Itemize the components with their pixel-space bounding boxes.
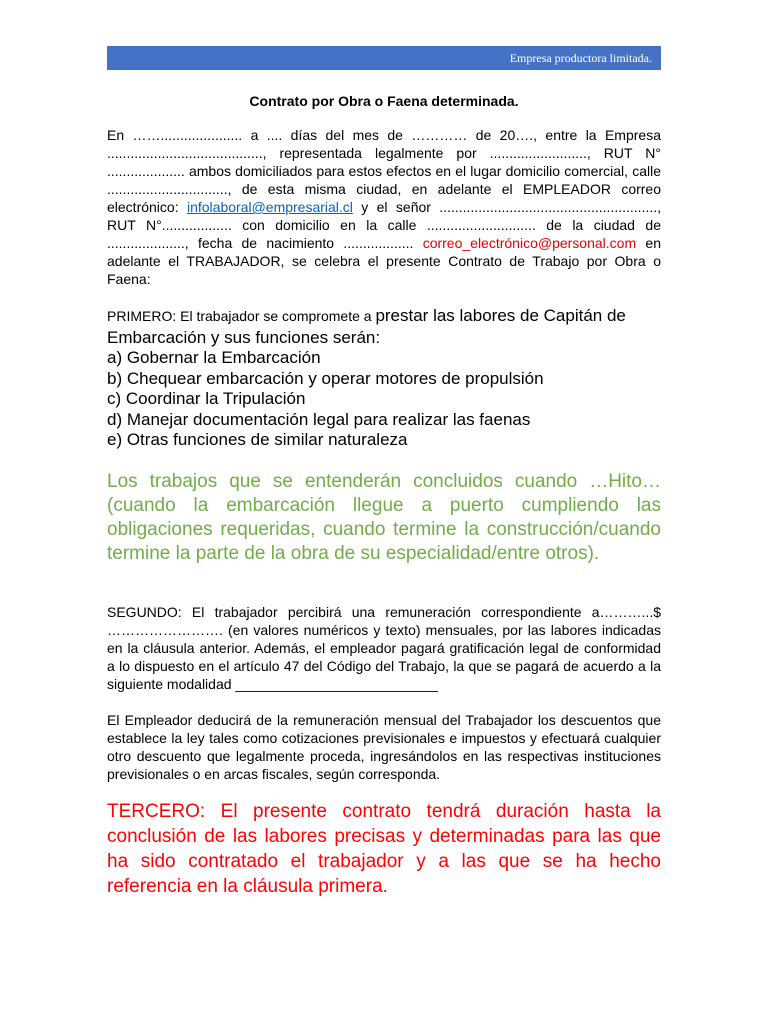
primero-lead [107, 305, 661, 348]
function-item: e) Otras funciones de similar naturaleza [107, 430, 408, 449]
company-name: Empresa productora limitada. [509, 50, 652, 65]
intro-text-3: en adelante el TRABAJADOR, se celebra el presente Contrato de Trabajo por Obra o Faena: [107, 235, 661, 287]
conclusion-note: Los trabajos que se entenderán concluidos cuando …Hito… (cuando la embarcación llegue a puerto cumpliendo las obligaciones requeridas, cuando termine la construcción/cuando termine la parte de la obra de su especialidad/entre otros). [107, 470, 661, 564]
intro-paragraph [107, 126, 661, 288]
intro-text-2: y el señor ........................................................, RUT N°.................. con domicilio en la calle ............................ de la ciudad de ...................., fecha de nacimiento .................. [107, 199, 662, 251]
worker-email: correo_electrónico@personal.com [422, 235, 637, 251]
function-item: c) Coordinar la Tripulación [107, 389, 306, 408]
functions-list [107, 348, 661, 451]
clause-segundo: SEGUNDO: El trabajador percibirá una remuneración correspondiente a………...$ ……………………. (en valores numéricos y texto) mensuales, por las labores indicadas en la cláusula anterior. Además, el empleador pagará gratificación legal de conformidad a lo dispuesto en el artículo 47 del Código del Trabajo, la que se pagará de acuerdo a la siguiente modalidad __________________________ [107, 603, 661, 692]
primero-lead-large: prestar las labores de Capitán de Embarcación y sus funciones serán: [107, 306, 626, 347]
intro-text-1: En ……..................... a .... días del mes de ………… de 20…., entre la Empresa ........................................, representada legalmente por ........................., RUT N° .................... ambos domiciliados para estos efectos en el lugar domicilio comercial, calle ..............................., de esta misma ciudad, en adelante el EMPLEADOR correo electrónico: [107, 127, 661, 215]
clause-tercero: TERCERO: El presente contrato tendrá duración hasta la conclusión de las labores precisas y determinadas para las que ha sido contratado el trabajador y a las que se ha hecho referencia en la cláusula primera. [107, 800, 661, 897]
employer-email-link[interactable]: infolaboral@empresarial.cl [186, 199, 353, 215]
header-band [107, 46, 661, 70]
deductions-paragraph: El Empleador deducirá de la remuneración mensual del Trabajador los descuentos que establece la ley tales como cotizaciones previsionales e impuestos y efectuará cualquier otro descuento que legalmente proceda, ingresándolos en las respectivas instituciones previsionales o en arcas fiscales, según corresponda. [107, 711, 661, 782]
document-title: Contrato por Obra o Faena determinada. [249, 93, 519, 109]
clause-primero [107, 305, 661, 451]
function-item: d) Manejar documentación legal para realizar las faenas [107, 409, 531, 429]
function-item: a) Gobernar la Embarcación [107, 348, 321, 367]
primero-lead-small: PRIMERO: El trabajador se compromete a [107, 308, 376, 324]
document-body [107, 92, 661, 899]
function-item: b) Chequear embarcación y operar motores de propulsión [107, 368, 544, 388]
